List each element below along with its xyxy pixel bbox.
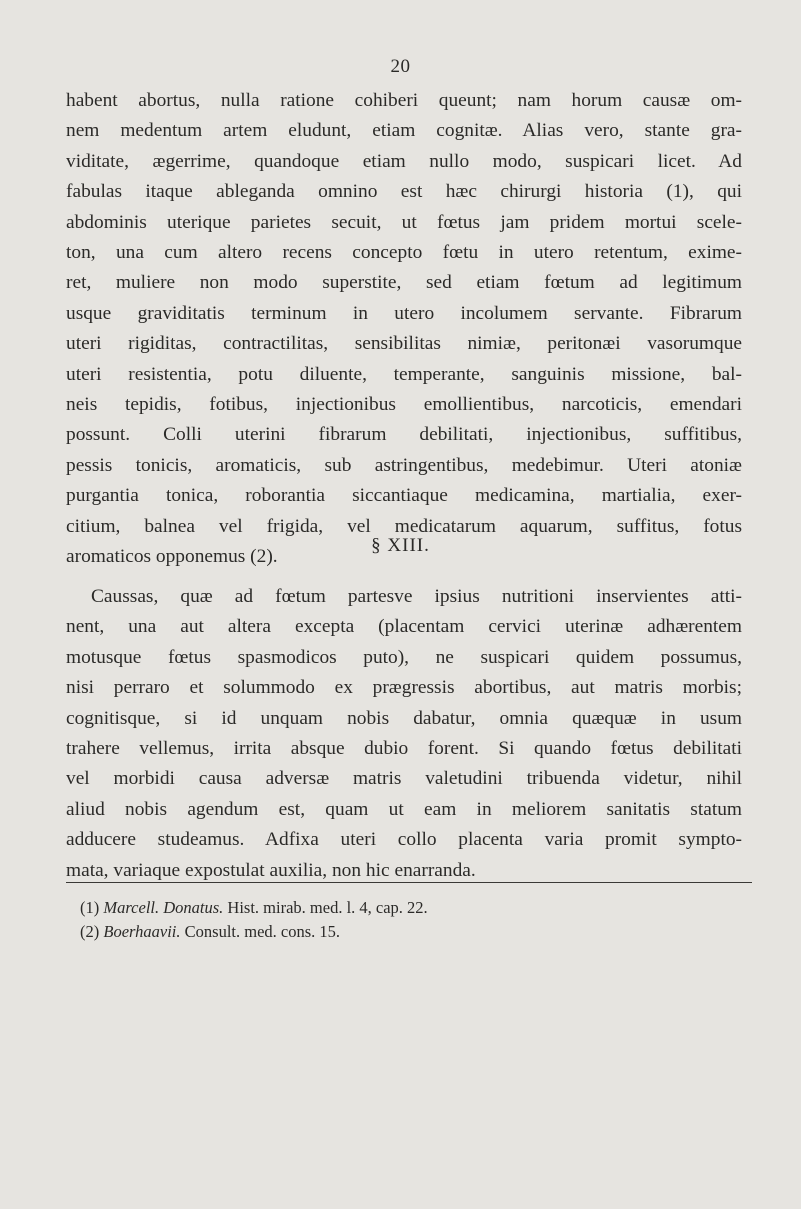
text-line: nisi perraro et solummodo ex prægressis abortibus, aut matris morbis; — [66, 677, 742, 699]
text-line: usque graviditatis terminum in utero incolumem servante. Fibrarum — [66, 302, 742, 324]
text-line: citium, balnea vel frigida, vel medicatarum aquarum, suffitus, fotus — [66, 515, 742, 537]
text-line: abdominis uterique parietes secuit, ut fœtus jam pridem mortui scele- — [66, 211, 742, 233]
footnote-mark: (1) — [80, 898, 100, 917]
text-line: fabulas itaque ableganda omnino est hæc chirurgi historia (1), qui — [66, 181, 742, 203]
footnote-author: Marcell. Donatus. — [103, 898, 224, 917]
footnotes — [80, 896, 740, 944]
footnote — [80, 920, 740, 944]
text-line: mata, variaque expostulat auxilia, non hic enarranda. — [66, 859, 476, 881]
text-line: pessis tonicis, aromaticis, sub astringentibus, medebimur. Uteri atoniæ — [66, 454, 742, 476]
text-line: ret, muliere non modo superstite, sed etiam fœtum ad legitimum — [66, 272, 742, 294]
text-line: vel morbidi causa adversæ matris valetudini tribuenda videtur, nihil — [66, 768, 742, 790]
footnote-author: Boerhaavii. — [103, 922, 181, 941]
paragraph-2 — [66, 582, 742, 886]
text-line: Caussas, quæ ad fœtum partesve ipsius nutritioni inservientes atti- — [91, 586, 742, 607]
text-line: cognitisque, si id unquam nobis dabatur, omnia quæquæ in usum — [66, 707, 742, 729]
text-line: uteri resistentia, potu diluente, temperante, sanguinis missione, bal- — [66, 363, 742, 385]
text-line: viditate, ægerrime, quandoque etiam nullo modo, suspicari licet. Ad — [66, 150, 742, 172]
footnote — [80, 896, 740, 920]
text-line: neis tepidis, fotibus, injectionibus emollientibus, narcoticis, emendari — [66, 394, 742, 416]
text-line: purgantia tonica, roborantia siccantiaque medicamina, martialia, exer- — [66, 485, 742, 507]
text-line: motusque fœtus spasmodicos puto), ne suspicari quidem possumus, — [66, 646, 742, 668]
text-line: nent, una aut altera excepta (placentam cervici uterinæ adhærentem — [66, 616, 742, 638]
text-line: uteri rigiditas, contractilitas, sensibilitas nimiæ, peritonæi vasorumque — [66, 333, 742, 355]
footnote-text: Hist. mirab. med. l. 4, cap. 22. — [227, 898, 428, 917]
text-line: adducere studeamus. Adfixa uteri collo placenta varia promit sympto- — [66, 829, 742, 851]
text-line: possunt. Colli uterini fibrarum debilitati, injectionibus, suffitibus, — [66, 424, 742, 446]
text-line: aliud nobis agendum est, quam ut eam in meliorem sanitatis statum — [66, 798, 742, 820]
section-heading: § XIII. — [371, 535, 430, 556]
page-number: 20 — [390, 56, 411, 77]
paragraph-1 — [66, 86, 742, 573]
text-line: ton, una cum altero recens concepto fœtu in utero retentum, exime- — [66, 242, 742, 264]
text-line: aromaticos opponemus (2). — [66, 546, 278, 568]
text-line: nem medentum artem eludunt, etiam cognitæ. Alias vero, stante gra- — [66, 120, 742, 142]
footnote-text: Consult. med. cons. 15. — [184, 922, 341, 941]
text-line: trahere vellemus, irrita absque dubio forent. Si quando fœtus debilitati — [66, 738, 742, 760]
text-line: habent abortus, nulla ratione cohiberi queunt; nam horum causæ om- — [66, 90, 742, 111]
footnote-mark: (2) — [80, 922, 100, 941]
footnote-divider — [66, 882, 752, 883]
